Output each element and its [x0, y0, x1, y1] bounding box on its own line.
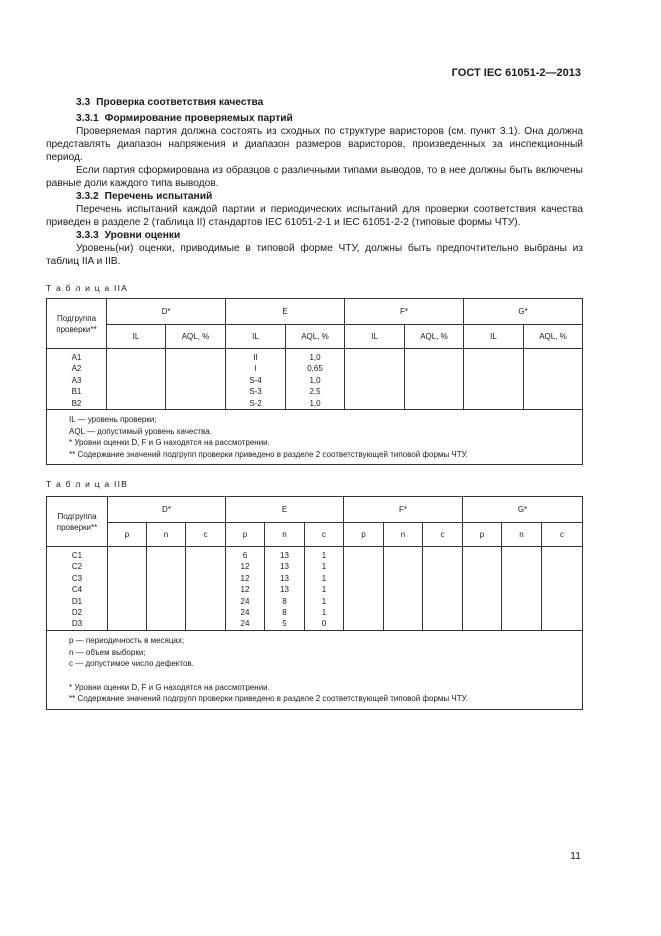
- section-heading: 3.3 Проверка соответствия качества: [76, 97, 264, 108]
- empty-cell: [345, 349, 405, 410]
- paragraph: Уровень(ни) оценки, приводимые в типовой форме ЧТУ, должны быть предпочтительно выбраны из таблиц IIA и IIB.: [46, 243, 583, 267]
- empty-cell: [405, 349, 464, 410]
- empty-cell: [423, 547, 463, 631]
- paragraph: Перечень испытаний каждой партии и периодических испытаний для проверки соответствия качества приведен в разделе 2 (таблица II) стандартов IEC 61051-2-1 и IEC 61051-2-2 (типовые формы ЧТУ).: [46, 204, 583, 228]
- sub-header: c: [305, 523, 344, 547]
- sub-header: AQL, %: [166, 325, 226, 349]
- subsection-heading-1: 3.3.1 Формирование проверяемых партий: [76, 113, 293, 124]
- sub-header: c: [542, 523, 583, 547]
- sub-header: p: [226, 523, 265, 547]
- table-iib: [46, 496, 583, 710]
- subsection-heading-2: 3.3.2 Перечень испытаний: [76, 191, 213, 202]
- group-header: E: [226, 497, 344, 523]
- empty-cell: [524, 349, 583, 410]
- group-header: D*: [108, 497, 226, 523]
- note: IL — уровень проверки;: [69, 415, 157, 425]
- sub-header: n: [384, 523, 423, 547]
- sub-header: c: [186, 523, 226, 547]
- sub-header: n: [147, 523, 186, 547]
- empty-cell: [186, 547, 226, 631]
- empty-cell: [108, 547, 147, 631]
- sub-header: AQL, %: [405, 325, 464, 349]
- group-header: E: [226, 299, 345, 325]
- document-id: ГОСТ IEC 61051-2—2013: [451, 67, 581, 79]
- sub-header: IL: [345, 325, 405, 349]
- sub-header: n: [502, 523, 542, 547]
- sub-header: AQL, %: [286, 325, 345, 349]
- sub-header: IL: [107, 325, 166, 349]
- table-notes: [47, 410, 583, 465]
- table-caption: Т а б л и ц а IIA: [46, 283, 129, 293]
- note: AQL — допустимый уровень качества.: [69, 426, 212, 436]
- empty-cell: [166, 349, 226, 410]
- empty-cell: [502, 547, 542, 631]
- empty-cell: [464, 349, 524, 410]
- group-header: G*: [463, 497, 583, 523]
- e-p-cell: 6 12 12 12 24 24 24: [226, 547, 265, 631]
- group-header: D*: [107, 299, 226, 325]
- empty-cell: [384, 547, 423, 631]
- sub-header: IL: [464, 325, 524, 349]
- group-header: G*: [464, 299, 583, 325]
- subgroup-cell: A1 A2 A3 B1 B2: [47, 349, 107, 410]
- corner-header: Подгруппа проверки**: [47, 299, 107, 349]
- table-notes: [47, 631, 583, 710]
- empty-cell: [463, 547, 502, 631]
- note: ** Содержание значений подгрупп проверки приведено в разделе 2 соответствующей типовой формы ЧТУ.: [69, 449, 468, 459]
- note: c — допустимое число дефектов.: [69, 659, 194, 668]
- sub-header: p: [108, 523, 147, 547]
- note: n — объем выборки;: [69, 647, 146, 657]
- table-caption: Т а б л и ц а IIB: [46, 479, 129, 489]
- group-header: F*: [344, 497, 463, 523]
- page-number: 11: [570, 850, 581, 862]
- sub-header: IL: [226, 325, 286, 349]
- empty-cell: [542, 547, 583, 631]
- sub-header: c: [423, 523, 463, 547]
- paragraph: Проверяемая партия должна состоять из сходных по структуре варисторов (см. пункт 3.1). Она должна представлять диапазон напряжения и диапазон размеров варисторов, произведенных за инспекционный период.: [46, 126, 583, 163]
- subsection-heading-3: 3.3.3 Уровни оценки: [76, 230, 181, 241]
- note: * Уровни оценки D, F и G находятся на рассмотрении.: [69, 438, 270, 448]
- corner-header: Подгруппа проверки**: [47, 497, 108, 547]
- sub-header: n: [265, 523, 305, 547]
- subgroup-cell: C1 C2 C3 C4 D1 D2 D3: [47, 547, 108, 631]
- e-n-cell: 13 13 13 13 8 8 5: [265, 547, 305, 631]
- table-iia: [46, 298, 583, 465]
- e-c-cell: 1 1 1 1 1 1 0: [305, 547, 344, 631]
- empty-cell: [107, 349, 166, 410]
- group-header: F*: [345, 299, 464, 325]
- empty-cell: [344, 547, 384, 631]
- note: * Уровни оценки D, F и G находятся на рассмотрении.: [69, 682, 270, 692]
- e-il-cell: II I S-4 S-3 S-2: [226, 349, 286, 410]
- empty-cell: [147, 547, 186, 631]
- sub-header: p: [463, 523, 502, 547]
- sub-header: p: [344, 523, 384, 547]
- e-aql-cell: 1,0 0,65 1,0 2,5 1,0: [286, 349, 345, 410]
- note: ** Содержание значений подгрупп проверки приведено в разделе 2 соответствующей типовой формы ЧТУ.: [69, 694, 468, 703]
- sub-header: AQL, %: [524, 325, 583, 349]
- paragraph: Если партия сформирована из образцов с различными типами выводов, то в нее должны быть включены равные доли каждого типа выводов.: [46, 165, 583, 189]
- note: p — периодичность в месяцах;: [69, 636, 185, 645]
